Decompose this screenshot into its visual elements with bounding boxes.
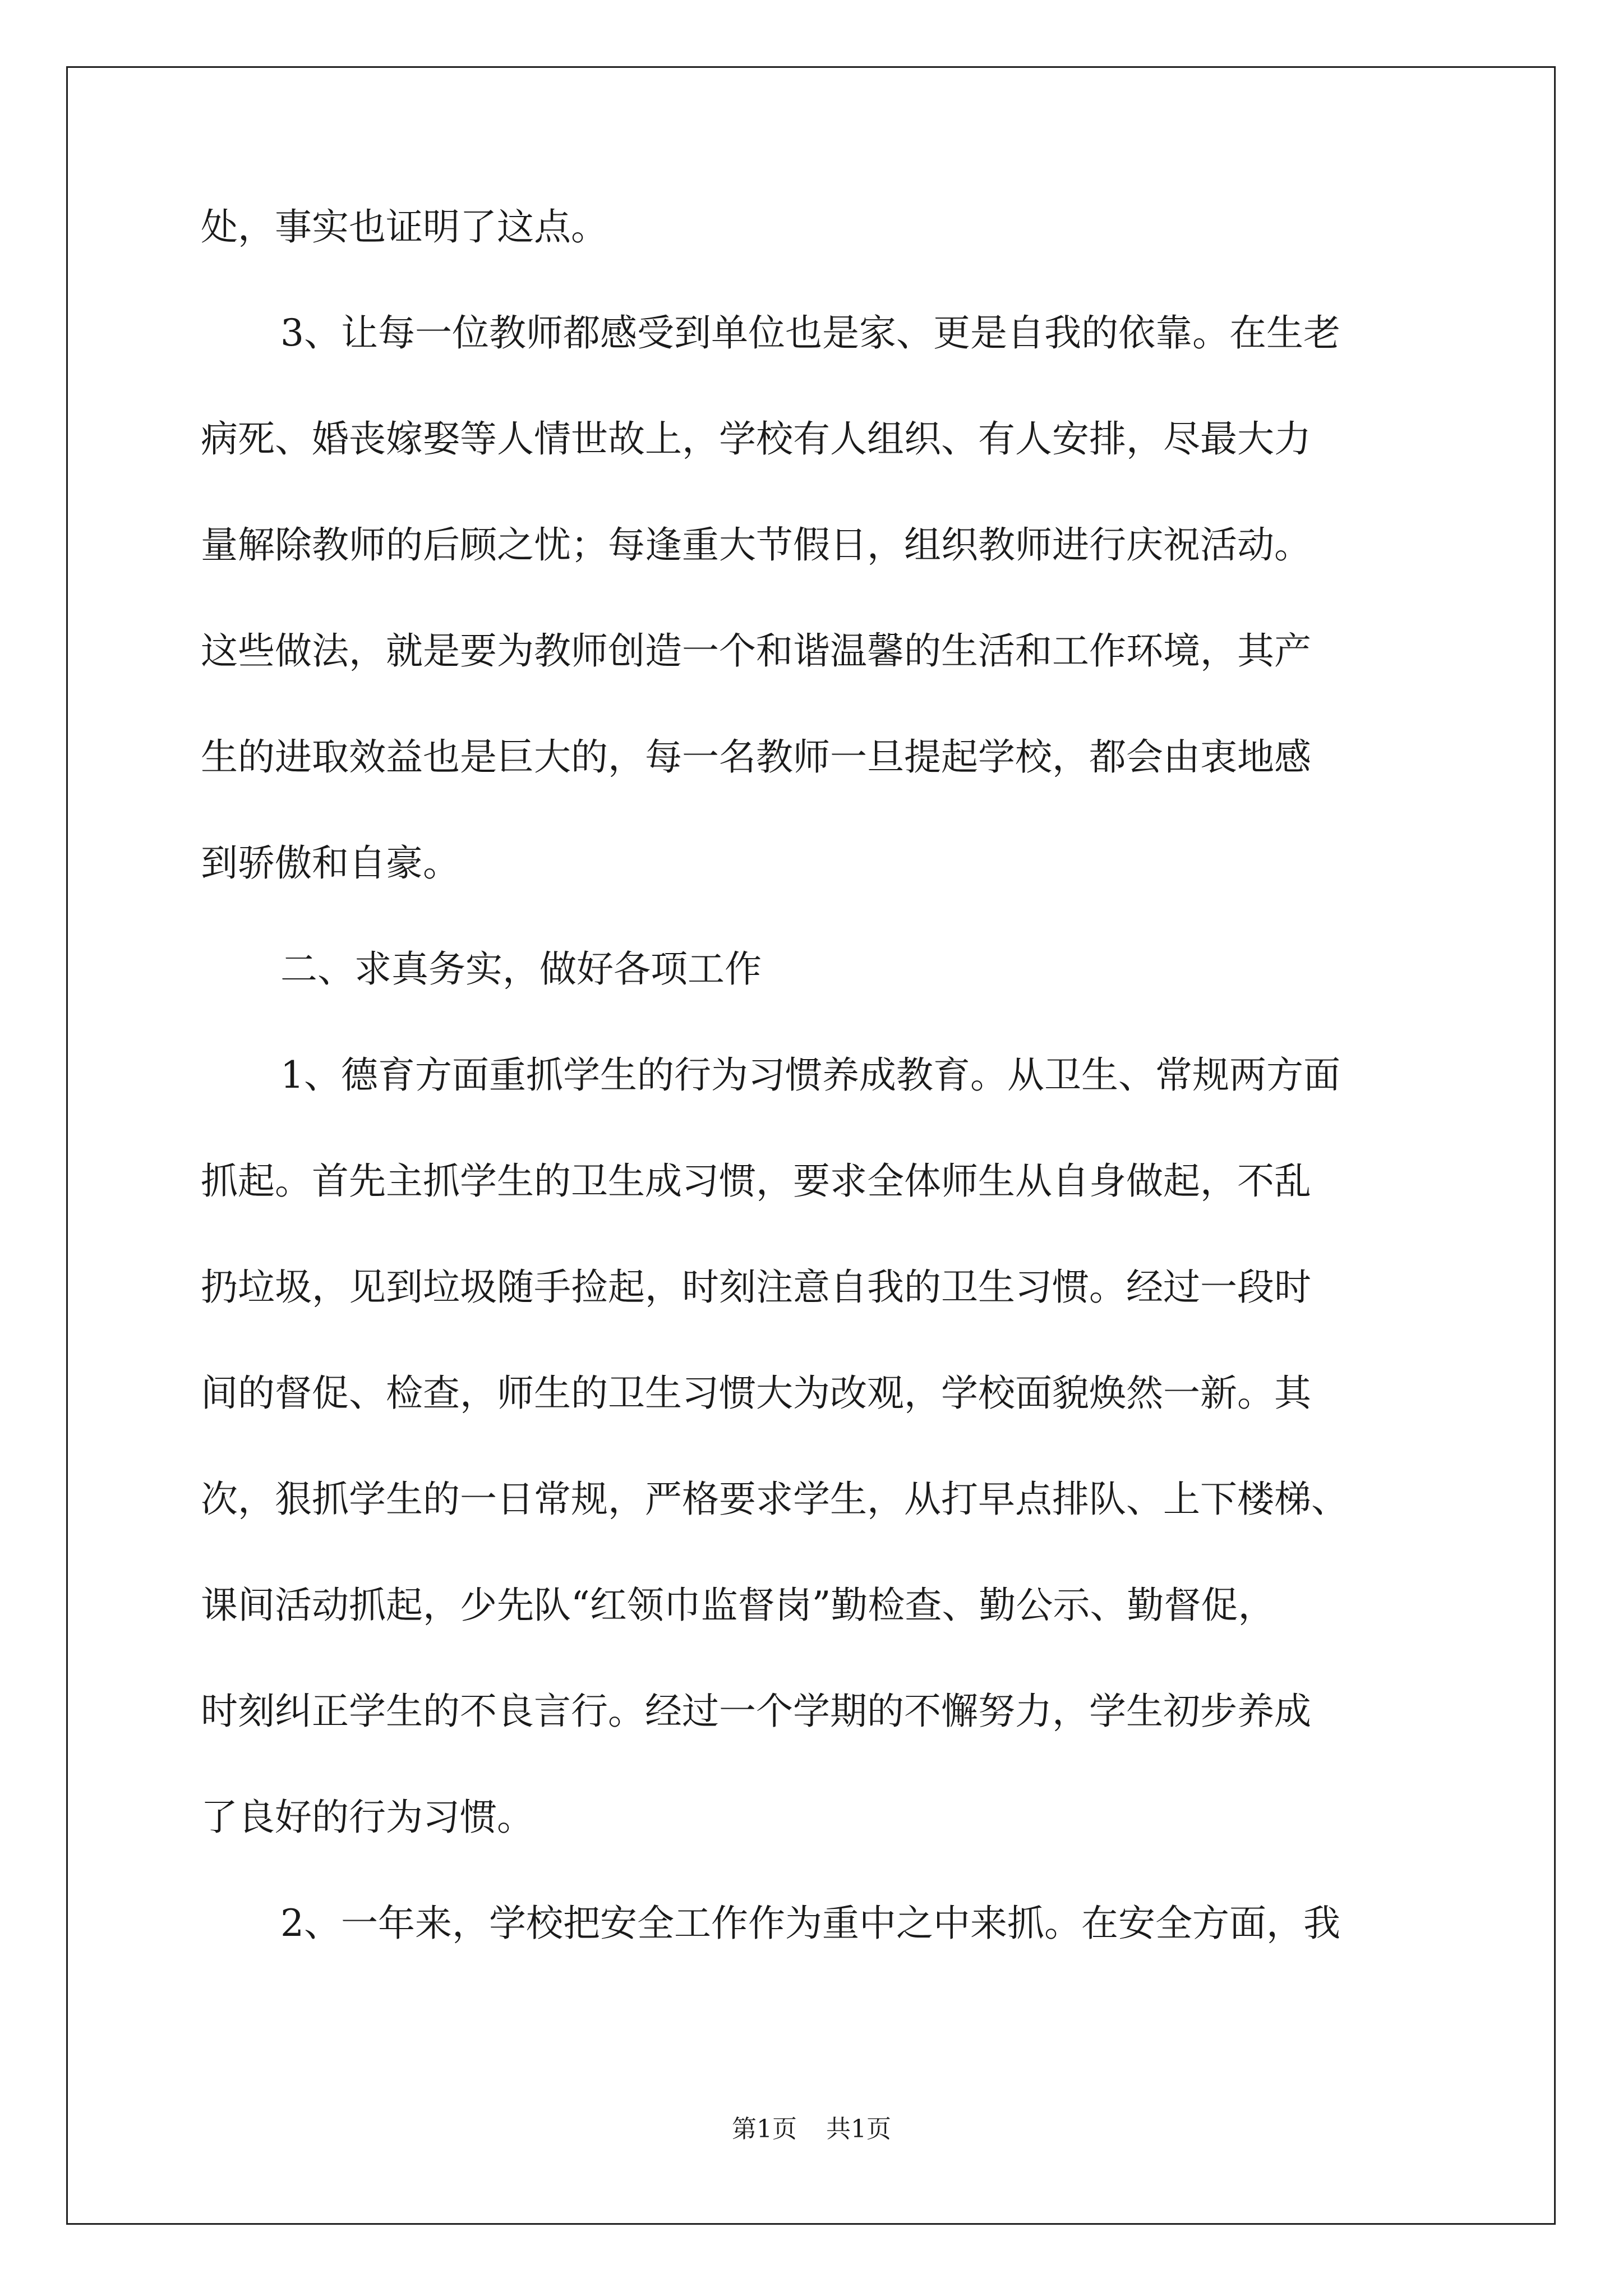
text-line: 这些做法，就是要为教师创造一个和谐温馨的生活和工作环境，其产 [201,629,1311,673]
page-number-total: 共1页 [826,2115,891,2143]
text-line: 病死、婚丧嫁娶等人情世故上，学校有人组织、有人安排，尽最大力 [201,417,1311,461]
text-line: 课间活动抓起，少先队“红领巾监督岗”勤检查、勤公示、勤督促， [201,1584,1275,1627]
text-line: 抓起。首先主抓学生的卫生成习惯，要求全体师生从自身做起，不乱 [201,1159,1311,1203]
text-line: 时刻纠正学生的不良言行。经过一个学期的不懈努力，学生初步养成 [201,1690,1311,1733]
text-line: 间的督促、检查，师生的卫生习惯大为改观，学校面貌焕然一新。其 [201,1372,1311,1415]
text-line: 扔垃圾，见到垃圾随手捡起，时刻注意自我的卫生习惯。经过一段时 [201,1266,1311,1309]
document-body [201,205,1474,2011]
text-line: 3、让每一位教师都感受到单位也是家、更是自我的依靠。在生老 [280,311,1340,355]
text-line: 2、一年来，学校把安全工作作为重中之中来抓。在安全方面，我 [280,1902,1340,1945]
text-line: 量解除教师的后顾之忧；每逢重大节假日，组织教师进行庆祝活动。 [201,523,1311,567]
text-line: 1、德育方面重抓学生的行为习惯养成教育。从卫生、常规两方面 [280,1053,1340,1097]
text-line: 生的进取效益也是巨大的，每一名教师一旦提起学校，都会由衷地感 [201,735,1311,779]
text-line: 到骄傲和自豪。 [201,841,460,885]
section-heading: 二、求真务实，做好各项工作 [280,947,762,991]
page-footer [0,2117,1623,2142]
page-number-current: 第1页 [732,2115,797,2143]
text-line: 了良好的行为习惯。 [201,1796,534,1839]
text-line: 处，事实也证明了这点。 [201,205,608,249]
text-line: 次，狠抓学生的一日常规，严格要求学生，从打早点排队、上下楼梯、 [201,1478,1348,1521]
